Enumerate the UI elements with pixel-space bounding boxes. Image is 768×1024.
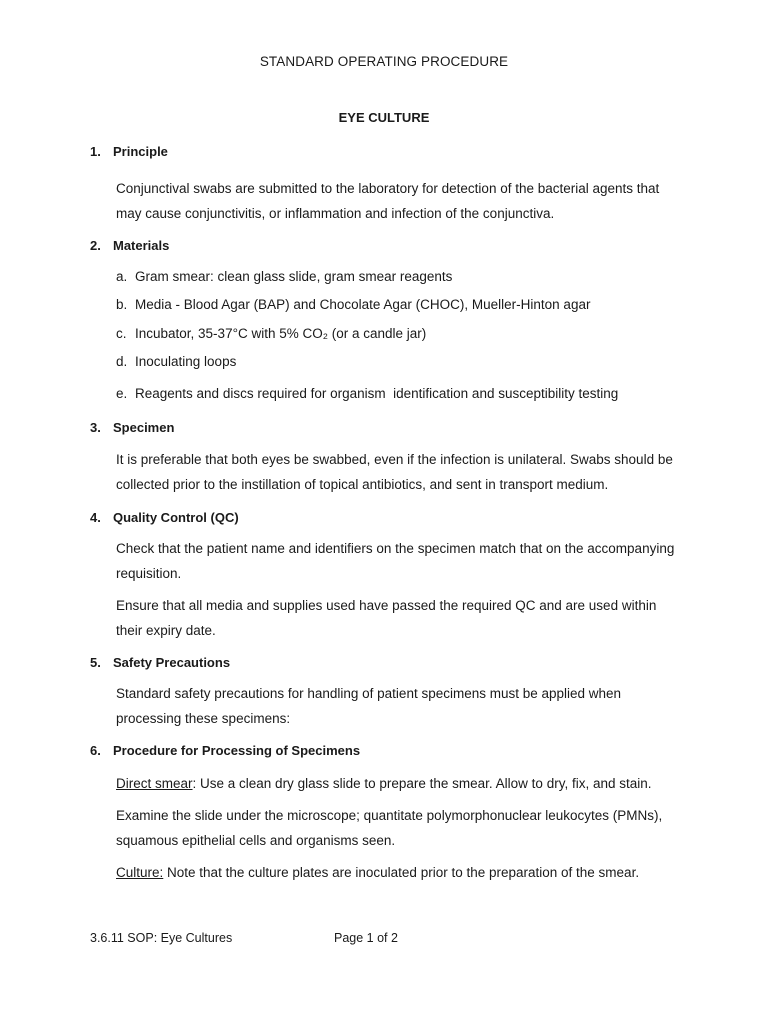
qc-paragraph-2: Ensure that all media and supplies used have passed the required QC and are used within their expiry date. — [116, 598, 657, 638]
section-heading-procedure — [90, 743, 360, 758]
section-title: Specimen — [113, 420, 175, 435]
culture-paragraph — [116, 860, 686, 885]
section-number: 6. — [90, 743, 101, 758]
direct-smear-text: : Use a clean dry glass slide to prepare the smear. Allow to dry, fix, and stain. — [192, 776, 652, 791]
section-title: Safety Precautions — [113, 655, 231, 670]
section-heading-specimen — [90, 420, 174, 435]
list-text: Media - Blood Agar (BAP) and Chocolate Agar (CHOC), Mueller-Hinton agar — [135, 297, 591, 312]
section-title: Materials — [113, 238, 170, 253]
document-header: STANDARD OPERATING PROCEDURE — [259, 54, 509, 69]
direct-smear-label: Direct smear — [116, 776, 193, 791]
safety-paragraph: Standard safety precautions for handling of patient specimens must be applied when processing these specimens: — [116, 686, 622, 726]
list-text: Reagents and discs required for organism identification and susceptibility testing — [135, 386, 619, 401]
direct-smear-paragraph — [116, 771, 686, 796]
section-number: 5. — [90, 655, 101, 670]
footer-document-id: 3.6.11 SOP: Eye Cultures — [90, 931, 233, 945]
section-heading-materials — [90, 238, 169, 253]
list-text: Gram smear: clean glass slide, gram smear reagents — [135, 269, 453, 284]
list-letter: c. — [116, 326, 127, 341]
materials-item-e — [116, 386, 618, 401]
footer-page-number: Page 1 of 2 — [334, 931, 398, 945]
materials-item-d — [116, 354, 236, 369]
section-number: 3. — [90, 420, 101, 435]
specimen-paragraph: It is preferable that both eyes be swabbed, even if the infection is unilateral. Swabs should be collected prior to the instillation of topical antibiotics, and sent in transport medium. — [116, 452, 673, 492]
list-letter: d. — [116, 354, 128, 369]
materials-item-a — [116, 269, 452, 284]
section-heading-quality-control — [90, 510, 239, 525]
section-number: 4. — [90, 510, 101, 525]
examine-slide-paragraph: Examine the slide under the microscope; quantitate polymorphonuclear leukocytes (PMNs), squamous epithelial cells and organisms seen. — [116, 808, 663, 848]
section-heading-principle — [90, 144, 168, 159]
section-number: 1. — [90, 144, 101, 159]
principle-paragraph: Conjunctival swabs are submitted to the laboratory for detection of the bacterial agents that may cause conjunctivitis, or inflammation and infection of the conjunctiva. — [116, 181, 660, 221]
section-title: Procedure for Processing of Specimens — [113, 743, 361, 758]
list-letter: e. — [116, 386, 128, 401]
section-heading-safety-precautions — [90, 655, 230, 670]
materials-item-c — [116, 326, 426, 341]
section-title: Quality Control (QC) — [113, 510, 239, 525]
section-number: 2. — [90, 238, 101, 253]
section-title: Principle — [113, 144, 168, 159]
list-text: Incubator, 35-37°C with 5% CO₂ (or a candle jar) — [135, 326, 427, 341]
list-letter: a. — [116, 269, 128, 284]
list-letter: b. — [116, 297, 128, 312]
qc-paragraph-1: Check that the patient name and identifiers on the specimen match that on the accompanying requisition. — [116, 541, 675, 581]
document-title: EYE CULTURE — [338, 110, 430, 125]
materials-item-b — [116, 297, 590, 312]
list-text: Inoculating loops — [135, 354, 237, 369]
culture-label: Culture: — [116, 865, 164, 880]
culture-text: Note that the culture plates are inoculated prior to the preparation of the smear. — [163, 865, 640, 880]
